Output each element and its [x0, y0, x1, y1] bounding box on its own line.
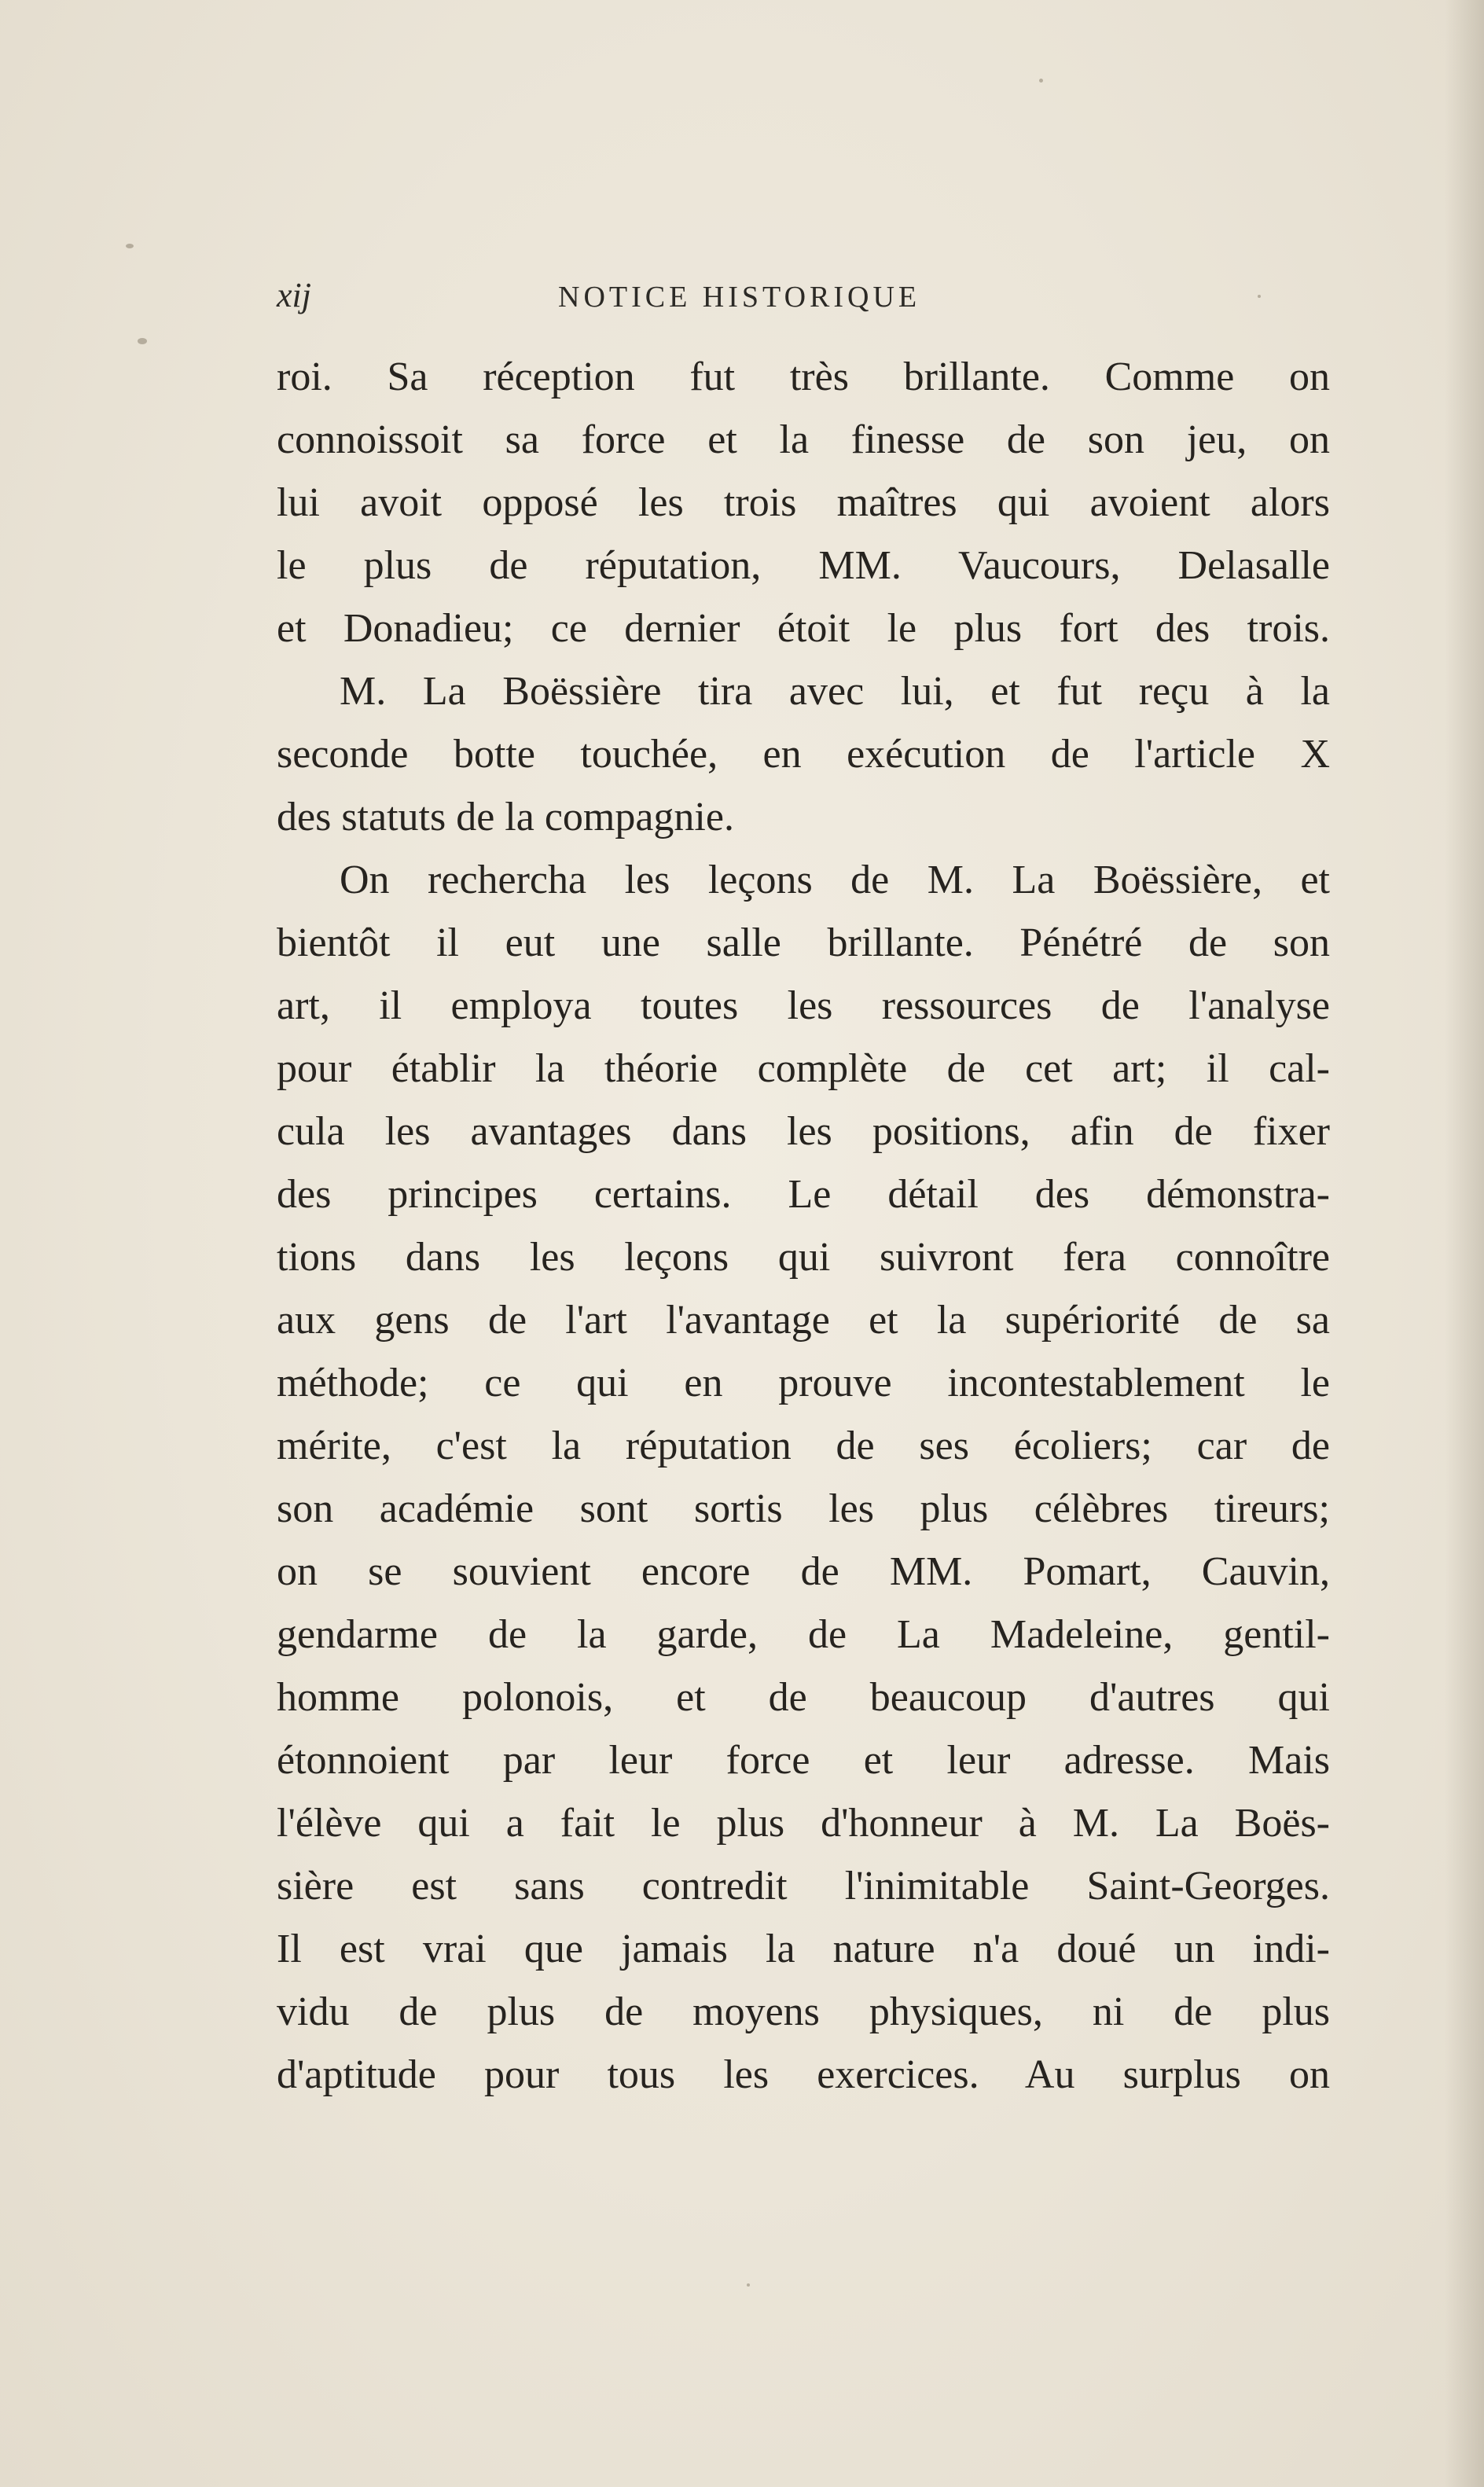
- running-head: [277, 275, 1330, 322]
- page-number: xij: [277, 276, 311, 314]
- text-line: homme polonois, et de beaucoup d'autres qui: [277, 1675, 1330, 1720]
- text-line: étonnoient par leur force et leur adresse. Mais: [277, 1738, 1330, 1783]
- text-line: l'élève qui a fait le plus d'honneur à M. La Boës-: [277, 1801, 1330, 1846]
- text-line: M. La Boëssière tira avec lui, et fut reçu à la: [340, 669, 1330, 714]
- text-line: méthode; ce qui en prouve incontestablement le: [277, 1361, 1330, 1405]
- text-line: lui avoit opposé les trois maîtres qui avoient alors: [277, 480, 1330, 525]
- text-line: seconde botte touchée, en exécution de l'article X: [277, 732, 1330, 777]
- text-line: d'aptitude pour tous les exercices. Au surplus on: [277, 2052, 1330, 2097]
- text-line: connoissoit sa force et la finesse de son jeu, on: [277, 417, 1330, 462]
- text-line: aux gens de l'art l'avantage et la supériorité de sa: [277, 1298, 1330, 1343]
- running-head-title: NOTICE HISTORIQUE: [558, 281, 921, 314]
- text-line: son académie sont sortis les plus célèbres tireurs;: [277, 1486, 1330, 1531]
- paper-speck: [138, 338, 147, 344]
- text-line: pour établir la théorie complète de cet art; il cal-: [277, 1046, 1330, 1091]
- text-line: mérite, c'est la réputation de ses écoliers; car de: [277, 1424, 1330, 1468]
- text-line: des principes certains. Le détail des démonstra-: [277, 1172, 1330, 1217]
- text-line: On rechercha les leçons de M. La Boëssière, et: [340, 858, 1330, 902]
- body-text: [277, 346, 1330, 2107]
- text-line: Il est vrai que jamais la nature n'a doué un indi-: [277, 1927, 1330, 1971]
- text-line: gendarme de la garde, de La Madeleine, gentil-: [277, 1612, 1330, 1657]
- text-line: sière est sans contredit l'inimitable Saint-Georges.: [277, 1864, 1330, 1908]
- paper-speck: [126, 244, 134, 248]
- paper-speck: [1039, 79, 1043, 83]
- page-edge-shadow: [1445, 0, 1484, 2487]
- text-line: art, il employa toutes les ressources de l'analyse: [277, 983, 1330, 1028]
- text-line: on se souvient encore de MM. Pomart, Cauvin,: [277, 1549, 1330, 1594]
- text-line: vidu de plus de moyens physiques, ni de plus: [277, 1989, 1330, 2034]
- text-line: des statuts de la compagnie.: [277, 795, 734, 839]
- text-line: le plus de réputation, MM. Vaucours, Delasalle: [277, 543, 1330, 588]
- paper-speck: [747, 2283, 750, 2287]
- text-line: bientôt il eut une salle brillante. Pénétré de son: [277, 920, 1330, 965]
- text-line: cula les avantages dans les positions, afin de fixer: [277, 1109, 1330, 1154]
- text-line: roi. Sa réception fut très brillante. Comme on: [277, 354, 1330, 399]
- text-line: tions dans les leçons qui suivront fera connoître: [277, 1235, 1330, 1280]
- text-line: et Donadieu; ce dernier étoit le plus fort des trois.: [277, 606, 1330, 651]
